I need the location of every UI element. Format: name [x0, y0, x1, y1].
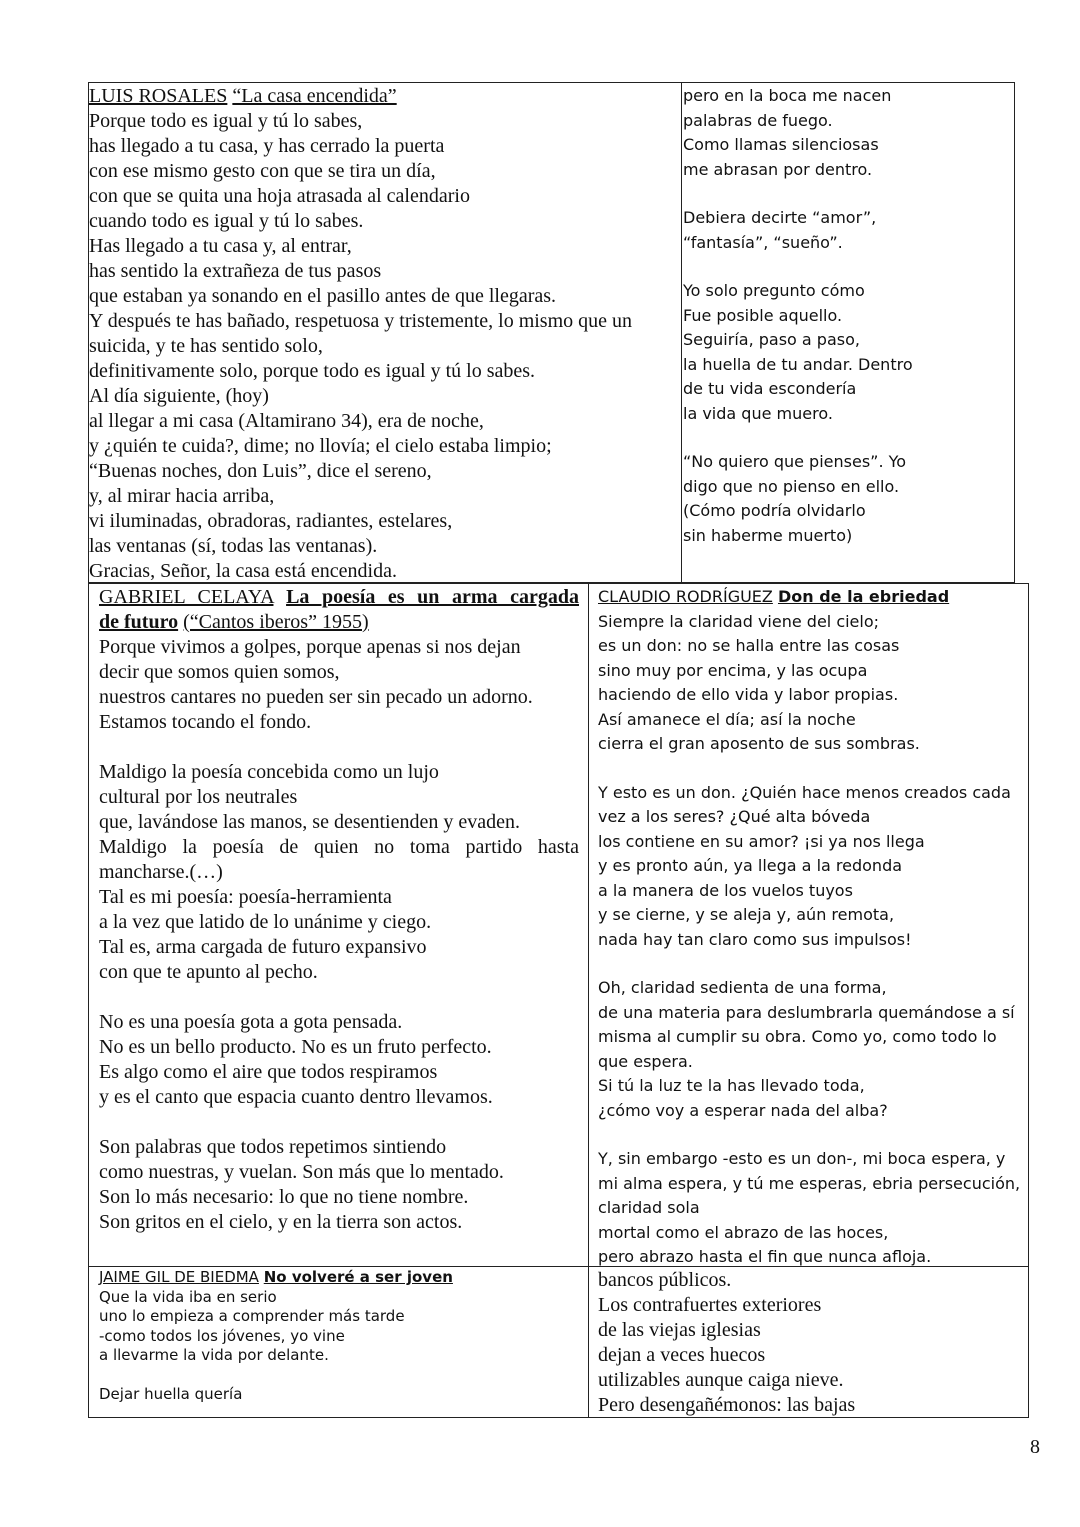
poem-line: No es una poesía gota a gota pensada. [99, 1011, 403, 1033]
rosales-work-title: “La casa encendida” [232, 85, 397, 107]
poem-line: Pero desengañémonos: las bajas [598, 1394, 856, 1416]
stanza-gap [598, 1123, 1028, 1147]
poem-line: las ventanas (sí, todas las ventanas). [89, 535, 378, 557]
poem-line: Fue posible aquello. [683, 305, 843, 325]
poem-line: Los contrafuertes exteriores [598, 1294, 822, 1316]
rosales-lines [89, 109, 684, 584]
poem-line: y es el canto que espacia cuanto dentro llevamos. [99, 1086, 493, 1108]
poem-line: y es pronto aún, ya llega a la redonda [598, 856, 903, 875]
poem-line: -como todos los jóvenes, yo vine [99, 1326, 345, 1345]
bottom-right-poem-cell [588, 1266, 1029, 1418]
poem-line: claridad sola [598, 1198, 700, 1217]
poem-line: es un don: no se halla entre las cosas [598, 636, 900, 655]
poem-line: la vida que muero. [683, 403, 833, 423]
celaya-title-a: La poesía es un arma cargada [286, 586, 580, 608]
poem-line: (Cómo podría olvidarlo [683, 501, 866, 520]
poem-line: Debiera decirte “amor”, [683, 208, 877, 227]
poem-line: de una materia para deslumbrarla quemándose a sí [598, 1002, 1015, 1022]
poem-line: Has llegado a tu casa y, al entrar, [89, 235, 352, 257]
stanza-gap [99, 735, 579, 760]
rodriguez-title [598, 585, 1028, 610]
poem-line: de las viejas iglesias [598, 1319, 761, 1341]
poem-line: Son gritos en el cielo, y en la tierra son actos. [99, 1211, 463, 1233]
poem-line: Tal es, arma cargada de futuro expansivo [99, 936, 427, 958]
celaya-poem-cell [88, 583, 589, 1267]
rodriguez-work-title: Don de la ebriedad [777, 587, 950, 606]
poem-line: uno lo empieza a comprender más tarde [99, 1307, 405, 1325]
poem-line: No es un bello producto. No es un fruto perfecto. [99, 1036, 492, 1058]
poem-line: Maldigo la poesía concebida como un lujo [99, 761, 439, 783]
celaya-title-line2 [99, 610, 579, 635]
poem-line: utilizables aunque caiga nieve. [598, 1369, 844, 1391]
poem-line: “Buenas noches, don Luis”, dice el sereno, [89, 460, 432, 482]
poem-line: Es algo como el aire que todos respiramos [99, 1061, 438, 1083]
poem-line: Seguiría, paso a paso, [683, 330, 860, 349]
poem-line: suicida, y te has sentido solo, [89, 335, 323, 357]
stanza-gap [99, 985, 579, 1010]
stanza-gap [598, 757, 1028, 781]
poem-line: Son palabras que todos repetimos sintiendo [99, 1136, 447, 1158]
poem-line: con ese mismo gesto con que se tira un día, [89, 160, 436, 182]
poem-line: como nuestras, y vuelan. Son más que lo mentado. [99, 1161, 504, 1183]
poem-line: pero abrazo hasta el fin que nunca afloja. [598, 1247, 932, 1266]
poem-line: los contiene en su amor? ¡si ya nos llega [598, 831, 925, 851]
rodriguez-poem-cell [588, 583, 1029, 1267]
poem-line: misma al cumplir su obra. Como yo, como todo lo [598, 1027, 997, 1046]
poem-line: Al día siguiente, (hoy) [89, 385, 269, 407]
poem-line: “fantasía”, “sueño”. [683, 232, 843, 252]
poem-line: con que te apunto al pecho. [99, 961, 318, 983]
poem-line: que espera. [598, 1051, 693, 1071]
poem-line: Yo solo pregunto cómo [683, 281, 865, 300]
poem-line: Estamos tocando el fondo. [99, 711, 312, 733]
page-number: 8 [1030, 1436, 1040, 1458]
poem-line: cierra el gran aposento de sus sombras. [598, 734, 920, 753]
poem-line: definitivamente solo, porque todo es igual y tú lo sabes. [89, 360, 536, 382]
poem-line: a la manera de los vuelos tuyos [598, 880, 853, 900]
poem-line: a llevarme la vida por delante. [99, 1346, 329, 1364]
stanza-gap [683, 182, 1014, 206]
poem-line: a la vez que latido de lo unánime y ciego. [99, 911, 432, 933]
poem-line: mancharse.(…) [99, 861, 223, 883]
celaya-title-b: de futuro [99, 611, 179, 633]
poem-line: Así amanece el día; así la noche [598, 709, 856, 729]
celaya-title-line1 [99, 585, 579, 610]
poem-line: mi alma espera, y tú me esperas, ebria persecución, [598, 1173, 1021, 1193]
poem-line: dejan a veces huecos [598, 1344, 766, 1366]
poem-line: cuando todo es igual y tú lo sabes. [89, 210, 364, 232]
poem-line: Maldigo la poesía de quien no toma partido hasta [99, 836, 579, 858]
poem-line: Y esto es un don. ¿Quién hace menos creados cada [598, 782, 1011, 802]
poem-line: al llegar a mi casa (Altamirano 34), era de noche, [89, 410, 484, 432]
poem-line: sino muy por encima, y las ocupa [598, 660, 868, 680]
poem-line: con que se quita una hoja atrasada al calendario [89, 185, 470, 207]
poem-line: pero en la boca me nacen [683, 86, 892, 105]
poem-line: vez a los seres? ¿Qué alta bóveda [598, 807, 871, 826]
poem-line: nada hay tan claro como sus impulsos! [598, 929, 912, 949]
poem-line: ¿cómo voy a esperar nada del alba? [598, 1100, 888, 1120]
poem-line: Siempre la claridad viene del cielo; [598, 611, 880, 631]
poem-line: Porque vivimos a golpes, porque apenas si nos dejan [99, 636, 521, 658]
poem-line: nuestros cantares no pueden ser sin pecado un adorno. [99, 686, 533, 708]
poem-line: Tal es mi poesía: poesía-herramienta [99, 886, 392, 908]
poem-line: me abrasan por dentro. [683, 159, 873, 179]
poem-line: Son lo más necesario: lo que no tiene nombre. [99, 1186, 469, 1208]
biedma-title [99, 1268, 589, 1288]
poem-line: vi iluminadas, obradoras, radiantes, estelares, [89, 510, 453, 532]
poem-line: palabras de fuego. [683, 110, 833, 130]
poem-line: la huella de tu andar. Dentro [683, 354, 913, 374]
poem-line: bancos públicos. [598, 1269, 732, 1291]
stanza-gap [683, 255, 1014, 279]
poem-line: de tu vida escondería [683, 379, 857, 398]
right-top-poem-cell [681, 82, 1015, 583]
poem-line: haciendo de ello vida y labor propias. [598, 685, 899, 704]
rodriguez-author: CLAUDIO RODRÍGUEZ [598, 587, 773, 606]
poem-line: Como llamas silenciosas [683, 135, 879, 154]
poem-line: Gracias, Señor, la casa está encendida. [89, 560, 397, 582]
celaya-author: GABRIEL CELAYA [99, 586, 274, 608]
rosales-title [89, 84, 684, 109]
poem-line: y ¿quién te cuida?, dime; no llovía; el cielo estaba limpio; [89, 435, 552, 457]
poem-line: Porque todo es igual y tú lo sabes, [89, 110, 363, 132]
poem-line: Dejar huella quería [99, 1384, 243, 1403]
biedma-work-title: No volveré a ser joven [263, 1268, 453, 1286]
poem-line: y se cierne, y se aleja y, aún remota, [598, 905, 895, 924]
poem-line: Que la vida iba en serio [99, 1287, 277, 1306]
poem-line: Y después te has bañado, respetuosa y tristemente, lo mismo que un [89, 310, 633, 332]
poem-line: has sentido la extrañeza de tus pasos [89, 260, 382, 282]
poem-line: cultural por los neutrales [99, 786, 298, 808]
biedma-author: JAIME GIL DE BIEDMA [99, 1268, 259, 1286]
stanza-gap [99, 1366, 589, 1385]
stanza-gap [598, 952, 1028, 976]
rosales-poem-cell [88, 82, 684, 583]
poem-line: mortal como el abrazo de las hoces, [598, 1222, 889, 1242]
poem-line: sin haberme muerto) [683, 525, 853, 545]
celaya-subtitle: (“Cantos iberos” 1955) [183, 611, 369, 633]
poem-line: que, lavándose las manos, se desentienden y evaden. [99, 811, 520, 833]
poem-line: digo que no pienso en ello. [683, 476, 900, 496]
poem-line: Oh, claridad sedienta de una forma, [598, 978, 887, 997]
rosales-author: LUIS ROSALES [89, 85, 228, 107]
poem-line: has llegado a tu casa, y has cerrado la puerta [89, 135, 445, 157]
biedma-poem-cell [88, 1266, 589, 1418]
poem-line: que estaban ya sonando en el pasillo antes de que llegaras. [89, 285, 557, 307]
stanza-gap [99, 1110, 579, 1135]
poem-line: y, al mirar hacia arriba, [89, 485, 275, 507]
poem-line: decir que somos quien somos, [99, 661, 340, 683]
poem-line: “No quiero que pienses”. Yo [683, 452, 907, 471]
poem-line: Si tú la luz te la has llevado toda, [598, 1076, 865, 1095]
stanza-gap [683, 426, 1014, 450]
poem-line: Y, sin embargo -esto es un don-, mi boca espera, y [598, 1149, 1006, 1168]
